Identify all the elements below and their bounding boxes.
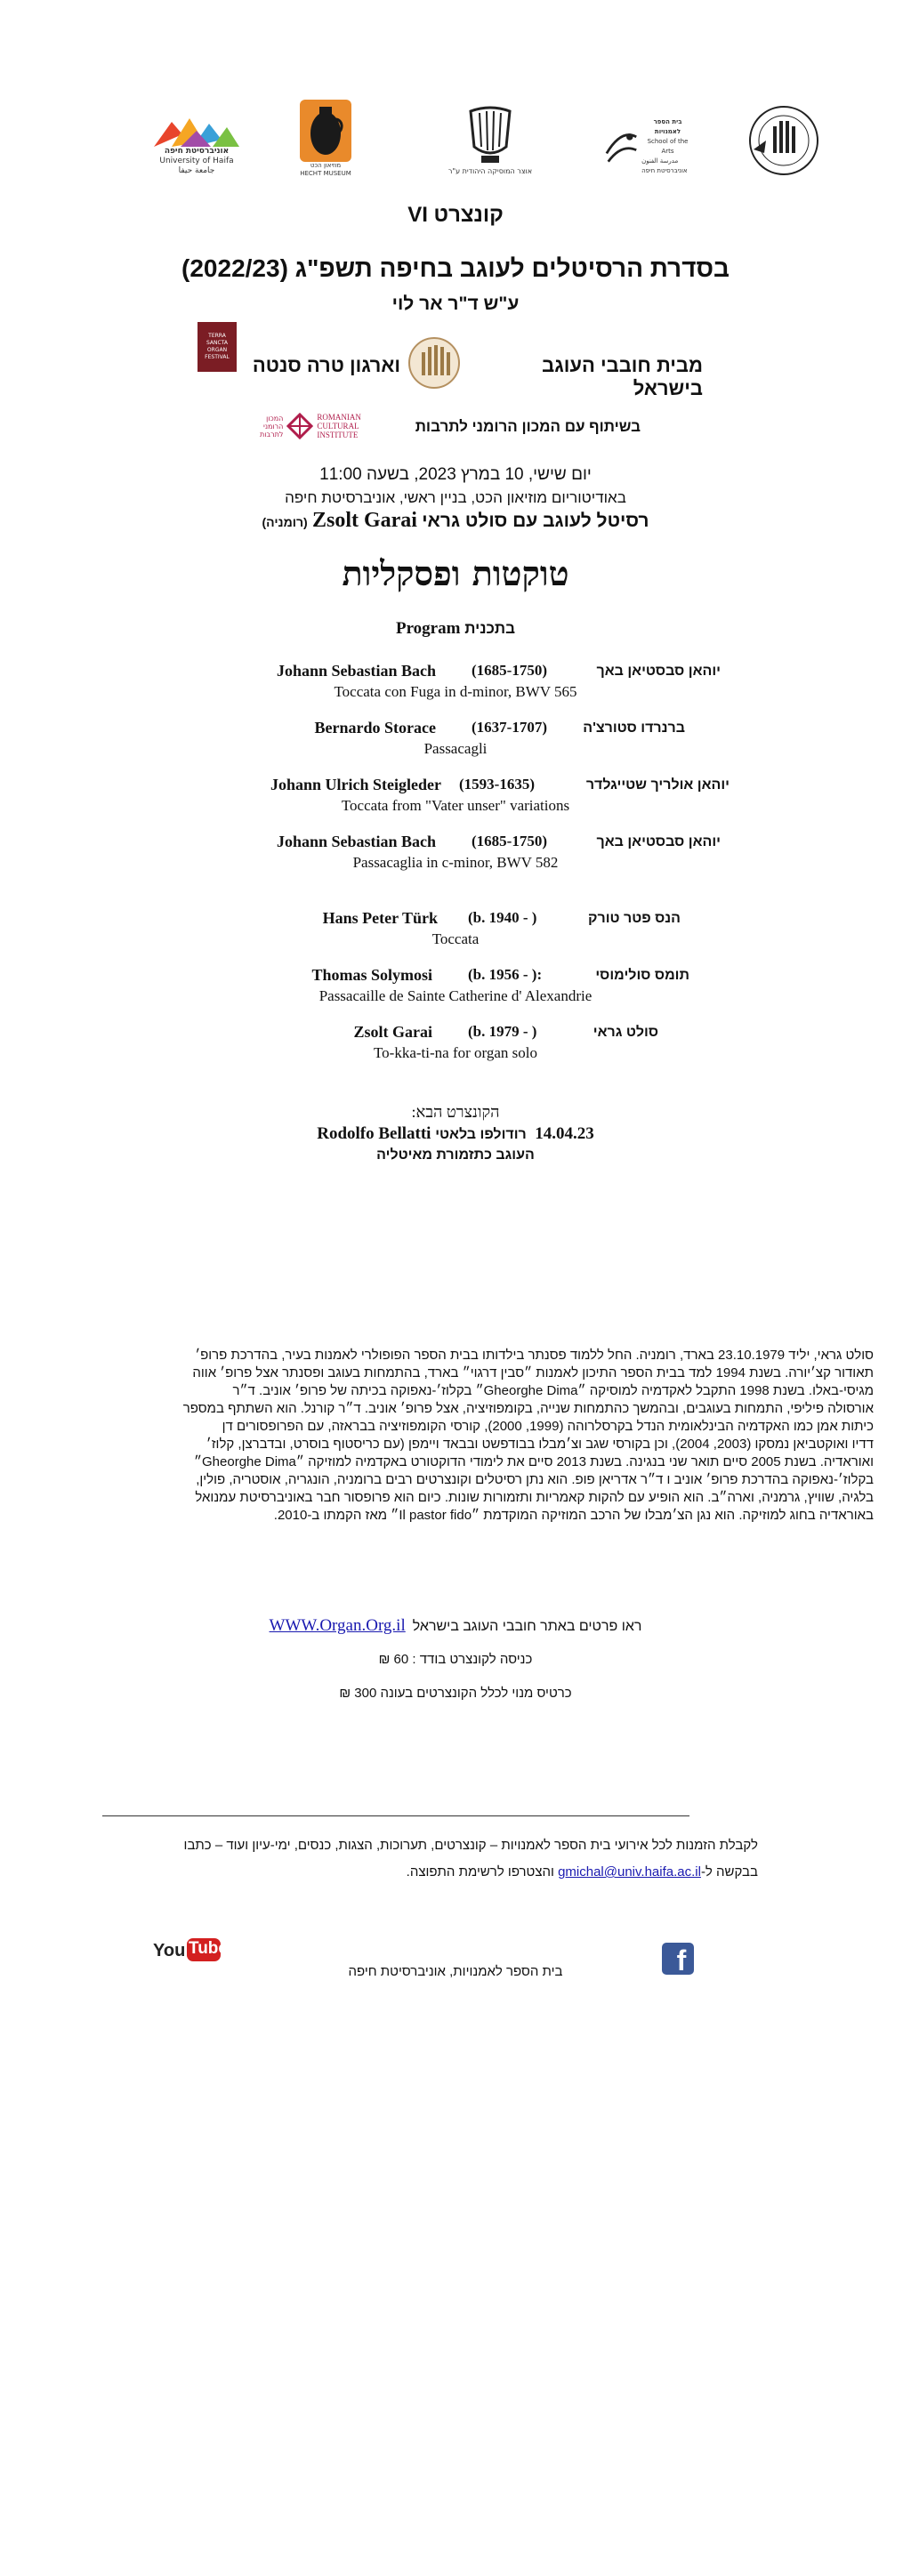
performer-bio [125, 1347, 874, 1525]
next-concert-subtitle: העוגב כתזמורת מאיטליה [376, 1147, 535, 1163]
footer-line2 [116, 1864, 758, 1880]
organ-society-logo [744, 103, 824, 178]
program-composer-en: Johann Ulrich Steigleder [270, 776, 441, 793]
bio-line: בקלוז׳-נאפוקה בהדרכת פרופ׳ אוניב ו ד״ר אדריאן פופ. הוא נתן רסיטלים וקונצרטים רבים ברומניה, הונגריה, אוסטריה, פולין, [196, 1472, 874, 1487]
program-heading-he: בתכנית [464, 620, 516, 637]
bio-line: באוראדיה בחוג למוזיקה. הוא נגן הצ׳מבלו של הרכב המוזיקה המוקדמת ״Il pastor fido״ מאז הקמתו ב-2010. [273, 1508, 874, 1523]
ticket-season: כרטיס מנוי לכלל הקונצרטים בעונה 300 ₪ [339, 1686, 572, 1701]
school-of-arts-logo [605, 101, 694, 176]
program-item [0, 1023, 911, 1046]
program-item [0, 833, 911, 856]
facebook-icon: f [676, 1944, 687, 1976]
bio-line: כיתות אמן כמו האקדמיה הבינלאומית הנדל בקרסלרוהה (1999, 2000), קורסי הקומפוזיציה בבראזה, עם הפרופסורים דן [222, 1419, 874, 1434]
program-work: Passacaglia in c-minor, BWV 582 [352, 854, 559, 871]
bio-line: ואוראדיה. בשנת 2005 סיים תואר שני בנגינה. בשנת 2013 סיים את לימודי הדוקטורט באקדמיה למוזיקה ״Gheorghe Dima״ [193, 1454, 874, 1469]
program-composer-he: הנס פטר טורק [588, 911, 681, 926]
recital-prefix: רסיטל לעוגב עם סולט גראי [422, 511, 649, 531]
haifa-university-logo [149, 96, 244, 176]
haifa-university-emblem-icon [154, 115, 239, 147]
bio-line: בלגיה, שוויץ, גרמניה, וארה״ב. הוא הופיע עם להקות קאמריות ותזמורות שונות. כיום הוא פרופסור חבר באוניברסיטת עמנואל [195, 1490, 874, 1505]
rci-en-2: CULTURAL [317, 422, 359, 431]
bio-line: אורסולה פיליפי, התמחות בעוגבים, ובהמשך כהתמחות שנייה, בקומפוזיציה, אצל פרופ׳ אוניב. ד״ר קורנל. הוא השתתף במספר [182, 1401, 874, 1416]
program-composer-he: יוהאן סבסטיאן באך [596, 664, 721, 679]
rci-en-1: ROMANIAN [317, 413, 361, 422]
program-heading [0, 619, 911, 639]
program-work: Passacaille de Sainte Catherine d' Alexandrie [318, 987, 593, 1004]
school-arts-emblem-icon [605, 127, 638, 166]
ticket-single: כניסה לקונצרט בודד : 60 ₪ [378, 1652, 533, 1667]
program-work: Toccata from "Vater unser" variations [341, 797, 570, 814]
school-arts-line1: בית הספר לאמנויות [653, 118, 682, 135]
facebook-button[interactable] [662, 1943, 694, 1975]
footer-email-link[interactable]: gmichal@univ.haifa.ac.il [558, 1864, 701, 1880]
website-label: ראו פרטים באתר חובבי העוגב בישראל [412, 1619, 642, 1634]
recital-line [0, 509, 911, 533]
program-dates: (1685-1750) [472, 833, 547, 849]
rci-emblem-icon [286, 413, 313, 439]
website-link[interactable]: WWW.Organ.Org.il [269, 1616, 406, 1635]
school-arts-line2: School of the Arts [647, 138, 689, 155]
program-item [0, 662, 911, 685]
program-work: Toccata [431, 930, 480, 947]
next-concert-date: 14.04.23 [535, 1124, 594, 1143]
organ-society-seal-icon [746, 103, 821, 178]
date-time: יום שישי, 10 במרץ 2023, בשעה 11:00 [319, 465, 592, 484]
program-dates: (b. 1940 - ) [468, 909, 537, 926]
footer-divider [102, 1815, 689, 1816]
program-composer-en: Thomas Solymosi [311, 966, 432, 984]
footer-line2-suffix: והצטרפו לרשימת התפוצה. [406, 1864, 559, 1880]
rci-he-2: הרומני [263, 422, 284, 431]
program-composer-en: Hans Peter Türk [322, 909, 438, 927]
hecht-jug-icon [300, 100, 351, 162]
dedication: ע"ש ד"ר אר לוי [391, 294, 520, 314]
youtube-button[interactable] [153, 1935, 228, 1963]
hecht-museum-logo [292, 98, 359, 178]
music-treasure-logo [441, 91, 539, 176]
program-item [0, 909, 911, 932]
website-line [0, 1616, 911, 1636]
program-composer-en: Zsolt Garai [353, 1023, 432, 1041]
program-dates: (1637-1707) [472, 719, 547, 736]
program-work: Toccata con Fuga in d-minor, BWV 565 [334, 683, 577, 700]
program-dates: (1593-1635) [459, 776, 535, 793]
program-work: To-kka-ti-na for organ solo [373, 1044, 538, 1061]
series-title: בסדרת הרסיטלים לעוגב בחיפה תשפ"ג (2022/23) [181, 254, 730, 282]
program-item [0, 719, 911, 742]
haifa-logo-line1: אוניברסיטת חיפה [164, 147, 230, 156]
program-composer-he: תומס סולימוסי [595, 968, 689, 983]
rci-he-3: לתרבות [260, 430, 284, 439]
next-concert-label: הקונצרט הבא: [411, 1103, 500, 1121]
music-treasure-caption: אוצר המוסיקה היהודית ע"ר [447, 167, 533, 175]
haifa-logo-line3: جامعة حيفا [178, 166, 215, 175]
program-item [0, 776, 911, 799]
romanian-institute-logo [260, 406, 393, 447]
school-name: בית הספר לאמנויות, אוניברסיטת חיפה [348, 1964, 563, 1979]
bio-line: דדיו ואוקטביאן נמסקו (2003, 2004), וכן בקורסי שגב וצ׳מבלו בבודפשט ובבאד ויימפן (עם כריסטוף בוסרט, ובדברצן, קלוז׳ [206, 1437, 874, 1452]
program-composer-he: יוהאן אולריך שטייגלדר [585, 777, 730, 793]
program-composer-en: Johann Sebastian Bach [276, 662, 436, 680]
program-dates: (1685-1750) [472, 662, 547, 679]
program-composer-he: יוהאן סבסטיאן באך [596, 834, 721, 849]
program-dates: (b. 1956 - ): [468, 966, 543, 983]
performer-en: Zsolt Garai [311, 509, 417, 532]
program-composer-en: Bernardo Storace [314, 719, 436, 737]
organ-pipes-icon [407, 336, 461, 390]
footer-line1: לקבלת הזמנות לכל אירועי בית הספר לאמנויות – קונצרטים, תערוכות, הצגות, כנסים, ימי-עיון ועוד – כתבו [183, 1838, 758, 1853]
youtube-logo-you: You [153, 1941, 186, 1960]
haifa-logo-line2: University of Haifa [159, 157, 234, 165]
bio-line: סולט גראי, יליד 23.10.1979 בארד, רומניה. החל ללמוד פסנתר בילדותו בבית הספר הפופולרי לאמנות בעיר, בהדרכת פרופ׳ [195, 1348, 874, 1363]
organ-society-small-logo [407, 336, 461, 390]
next-concert-line [0, 1124, 911, 1144]
footer-line2-prefix: בבקשה ל- [700, 1864, 758, 1880]
terra-sancta-logo [198, 322, 237, 372]
program-heading-en: Program [395, 619, 461, 638]
terra-sancta-logo-text: TERRA SANCTA ORGAN FESTIVAL [205, 333, 230, 360]
bio-line: תאודור קצ׳יורה. בשנת 1994 למד בבית הספר התיכון לאמנות ״סבין דרגוי״ בארד, בהתמחות בעוגב ופסנתר אצל פרופ׳ אווה [192, 1365, 874, 1381]
program-composer-he: ברנרדו סטורצ'ה [583, 720, 685, 736]
rci-en-3: INSTITUTE [317, 431, 359, 439]
partnership: בשיתוף עם המכון הרומני לתרבות [415, 418, 641, 435]
next-concert-performer-en: Rodolfo Bellatti [317, 1124, 431, 1143]
concert-number: קונצרט VI [407, 203, 504, 227]
school-arts-line4: אוניברסיטת חיפה [641, 167, 688, 174]
program-work: Passacagli [423, 740, 488, 757]
presenters-b: וארגון טרה סנטה [252, 354, 400, 376]
program-dates: (b. 1979 - ) [468, 1023, 537, 1040]
bio-line: מגיסי-באלו. בשנת 1998 התקבל לאקדמיה למוסיקה ״Gheorghe Dima״ בקלוז׳-נאפוקה בכיתה של פרופ׳ אוניב. ד״ר [232, 1383, 874, 1398]
lyre-icon [464, 106, 517, 166]
performer-country: (רומניה) [262, 515, 308, 529]
concert-title: טוקטות ופסקליות [342, 553, 569, 593]
next-concert-performer-he: רודולפו בלאטי [435, 1127, 527, 1142]
program-composer-he: סולט גראי [593, 1025, 658, 1040]
program-composer-en: Johann Sebastian Bach [276, 833, 436, 850]
rci-he-1: המכון [266, 414, 284, 423]
youtube-tube-text: Tube [189, 1939, 228, 1958]
program-item [0, 966, 911, 989]
school-arts-line3: مدرسة الفنون [641, 157, 679, 165]
venue: באודיטוריום מוזיאון הכט, בניין ראשי, אוניברסיטת חיפה [285, 489, 626, 506]
hecht-caption: מוזיאון הכט HECHT MUSEUM [300, 162, 351, 177]
presenters-a: מבית חובבי העוגב בישראל [542, 354, 703, 399]
